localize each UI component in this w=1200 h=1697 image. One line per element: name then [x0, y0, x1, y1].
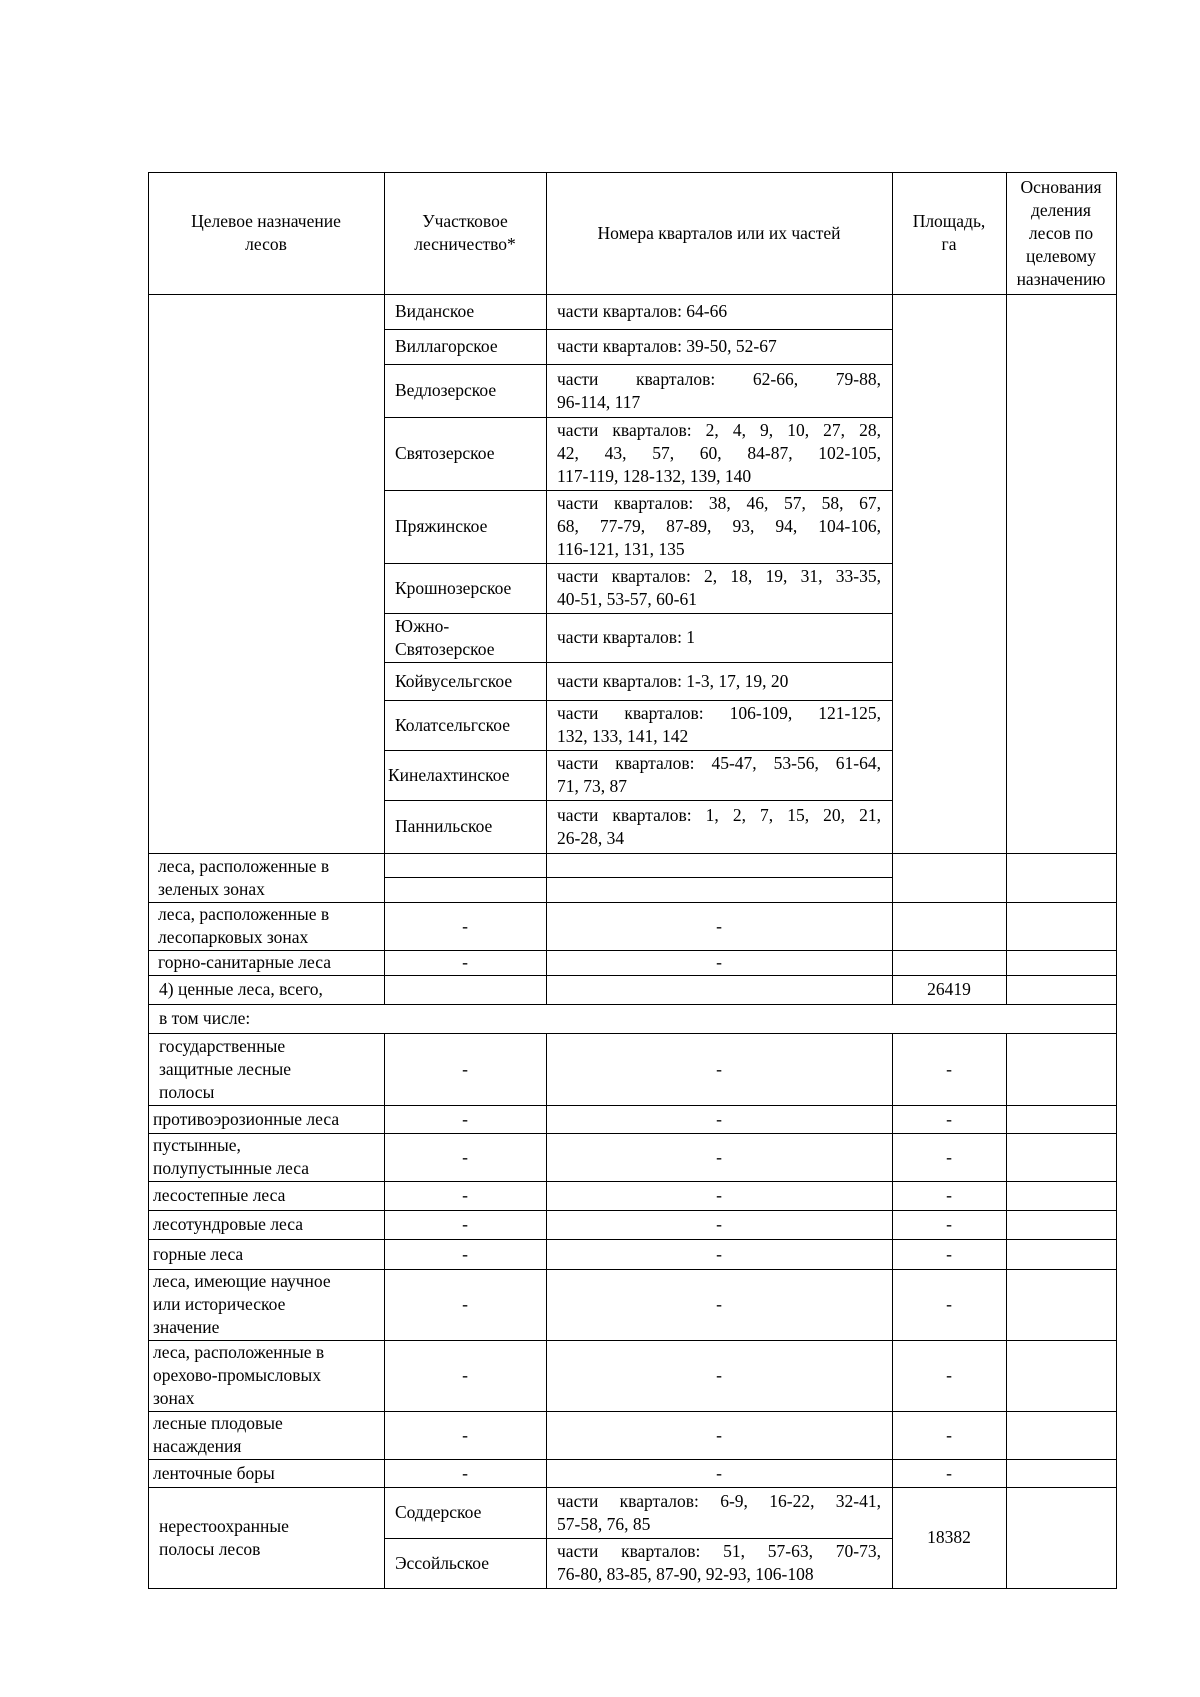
row-quarters-line: - [716, 1365, 722, 1385]
district-name [395, 515, 535, 538]
quarters-list-line: части кварталов: 2, 18, 19, 31, 33-35, [557, 566, 881, 586]
header-target-purpose [158, 210, 374, 256]
gorno-district [394, 951, 536, 974]
row-quarters-line: - [716, 1214, 722, 1234]
gorno-label [158, 951, 374, 974]
row-label-line: или историческое [153, 1294, 286, 1314]
row-label-line: горные леса [153, 1243, 244, 1264]
header-basis [1008, 176, 1114, 291]
quarters-list [557, 368, 881, 414]
row-label-line: орехово-промысловых [153, 1365, 321, 1385]
quarters-list [557, 752, 881, 798]
header-quarters [556, 222, 882, 245]
lesopark-district [394, 915, 536, 938]
header-basis-line: Основания [1020, 176, 1102, 197]
row-district [394, 1364, 536, 1387]
header-district-line: лесничество* [414, 234, 516, 254]
quarters-list-line: 76-80, 83-85, 87-90, 92-93, 106-108 [557, 1564, 814, 1584]
quarters-list-line: части кварталов: 106-109, 121-125, [557, 703, 881, 723]
quarters-list-line: части кварталов: 1 [557, 627, 696, 647]
row-district [394, 1462, 536, 1485]
row-quarters [556, 1364, 882, 1387]
row-area-line: - [946, 1146, 952, 1167]
lesopark-label [158, 903, 374, 949]
row-label-line: противоэрозионные леса [153, 1108, 340, 1129]
district-name-line: Южно- [395, 615, 450, 636]
header-basis-line: целевому [1025, 245, 1097, 266]
header-basis-line: назначению [1016, 268, 1106, 289]
spawning-area [902, 1526, 996, 1549]
including-label-line: в том числе: [159, 1008, 251, 1028]
quarters-list [557, 335, 881, 358]
header-area-line: га [941, 234, 957, 254]
row-area-line: - [946, 1058, 952, 1079]
green-zones-label-line: зеленых зонах [158, 878, 265, 899]
row-area [902, 1058, 996, 1081]
row-label [153, 1243, 379, 1266]
row-label-line: значение [153, 1317, 220, 1337]
row-label [153, 1462, 379, 1485]
header-basis-line: лесов по [1028, 222, 1094, 243]
quarters-list-line: 96-114, 117 [557, 391, 641, 412]
header-target-purpose-line: лесов [245, 234, 287, 254]
forest-purpose-table [148, 172, 1116, 1588]
row-label-line: ленточные боры [153, 1462, 275, 1483]
lesopark-quarters [556, 915, 882, 938]
row-district-line: - [462, 1058, 468, 1079]
row-quarters [556, 1293, 882, 1316]
district-name [388, 764, 542, 787]
row-label [153, 1134, 379, 1180]
quarters-list [557, 626, 881, 649]
district-name-line: Пряжинское [395, 516, 488, 536]
row-area [902, 1108, 996, 1131]
district-name-line: Паннильское [395, 816, 493, 836]
row-district [394, 1293, 536, 1316]
lesopark-quarters-line: - [716, 915, 722, 936]
lesopark-label-line: леса, расположенные в [158, 904, 330, 924]
row-quarters-line: - [716, 1294, 722, 1314]
quarters-list [557, 419, 881, 488]
district-name [395, 442, 535, 465]
row-quarters [556, 1213, 882, 1236]
header-area-line: Площадь, [912, 211, 986, 231]
district-name-line: Виллагорское [395, 336, 498, 356]
quarters-list [557, 702, 881, 748]
district-name [395, 335, 535, 358]
row-area [902, 1243, 996, 1266]
row-label-line: лесотундровые леса [153, 1214, 304, 1234]
row-area-line: - [946, 1365, 952, 1385]
gorno-district-line: - [462, 952, 468, 972]
district-name [395, 1501, 535, 1524]
district-name-line: Святозерское [395, 443, 495, 463]
quarters-list-line: части кварталов: 1, 2, 7, 15, 20, 21, [557, 804, 881, 825]
row-district-line: - [462, 1294, 468, 1314]
row-district [394, 1243, 536, 1266]
row-district-line: - [462, 1146, 468, 1167]
row-label-line: пустынные, [153, 1135, 241, 1155]
row-area-line: - [946, 1108, 952, 1129]
row-district [394, 1184, 536, 1207]
gorno-quarters [556, 951, 882, 974]
row-quarters [556, 1184, 882, 1207]
quarters-list-line: части кварталов: 2, 4, 9, 10, 27, 28, [557, 420, 881, 440]
quarters-list-line: 116-121, 131, 135 [557, 539, 685, 559]
district-name-line: Колатсельгское [395, 714, 510, 735]
green-zones-label-line: леса, расположенные в [158, 855, 330, 876]
row-label-line: лесные плодовые [153, 1413, 283, 1433]
district-name [395, 714, 535, 737]
quarters-list-line: 117-119, 128-132, 139, 140 [557, 466, 752, 486]
row-district-line: - [462, 1108, 468, 1129]
row-label [153, 1412, 379, 1458]
row-quarters-line: - [716, 1243, 722, 1264]
quarters-list-line: части кварталов: 51, 57-63, 70-73, [557, 1541, 881, 1561]
district-name-line: Крошнозерское [395, 577, 512, 598]
lesopark-label-line: лесопарковых зонах [158, 927, 309, 947]
row-area [902, 1213, 996, 1236]
row-quarters [556, 1243, 882, 1266]
quarters-list-line: части кварталов: 45-47, 53-56, 61-64, [557, 753, 881, 773]
valuable-label [159, 978, 373, 1001]
district-name-line: Святозерское [395, 638, 495, 659]
quarters-list-line: 57-58, 76, 85 [557, 1513, 651, 1534]
row-label [153, 1213, 379, 1236]
header-area [902, 210, 996, 256]
valuable-area [902, 978, 996, 1001]
row-quarters [556, 1424, 882, 1447]
district-name [395, 577, 535, 600]
green-zones-label [158, 855, 374, 901]
row-area-line: - [946, 1462, 952, 1483]
row-quarters-line: - [716, 1462, 722, 1483]
row-area [902, 1462, 996, 1485]
row-district-line: - [462, 1365, 468, 1385]
district-name [395, 815, 535, 838]
quarters-list-line: 40-51, 53-57, 60-61 [557, 589, 697, 609]
quarters-list [557, 804, 881, 850]
row-district-line: - [462, 1243, 468, 1264]
row-district [394, 1108, 536, 1131]
gorno-quarters-line: - [716, 952, 722, 972]
row-label-line: леса, расположенные в [153, 1342, 325, 1362]
row-district-line: - [462, 1462, 468, 1483]
row-district-line: - [462, 1185, 468, 1205]
row-area [902, 1293, 996, 1316]
quarters-list-line: 26-28, 34 [557, 827, 625, 848]
row-label [153, 1108, 379, 1131]
lesopark-district-line: - [462, 915, 468, 936]
quarters-list-line: части кварталов: 38, 46, 57, 58, 67, [557, 493, 881, 513]
row-quarters-line: - [716, 1146, 722, 1167]
row-area [902, 1146, 996, 1169]
spawning-label [159, 1515, 373, 1561]
row-label-line: полупустынные леса [153, 1158, 309, 1178]
quarters-list-line: 42, 43, 57, 60, 84-87, 102-105, [557, 443, 881, 463]
row-district-line: - [462, 1214, 468, 1234]
district-name [395, 379, 535, 402]
row-label [153, 1341, 379, 1410]
quarters-list [557, 1490, 881, 1536]
quarters-list-line: 132, 133, 141, 142 [557, 726, 689, 746]
row-label [153, 1184, 379, 1207]
district-name-line: Виданское [395, 301, 475, 321]
header-target-purpose-line: Целевое назначение [191, 211, 341, 231]
spawning-label-line: нерестоохранные [159, 1515, 289, 1536]
row-area [902, 1364, 996, 1387]
valuable-area-line: 26419 [927, 979, 971, 999]
row-district-line: - [462, 1424, 468, 1445]
valuable-label-line: 4) ценные леса, всего, [159, 979, 323, 999]
row-area [902, 1184, 996, 1207]
row-quarters-line: - [716, 1108, 722, 1129]
quarters-list-line: 68, 77-79, 87-89, 93, 94, 104-106, [557, 516, 881, 536]
row-area-line: - [946, 1294, 952, 1314]
row-area-line: - [946, 1243, 952, 1264]
quarters-list-line: 71, 73, 87 [557, 776, 627, 796]
row-label-line: защитные лесные [159, 1058, 292, 1079]
header-quarters-line: Номера кварталов или их частей [597, 222, 841, 243]
quarters-list-line: части кварталов: 1-3, 17, 19, 20 [557, 670, 789, 691]
row-quarters-line: - [716, 1185, 722, 1205]
district-name-line: Ведлозерское [395, 380, 497, 400]
row-label-line: полосы [159, 1081, 215, 1102]
district-name-line: Соддерское [395, 1502, 482, 1522]
gorno-label-line: горно-санитарные леса [158, 952, 331, 972]
row-quarters [556, 1462, 882, 1485]
quarters-list-line: части кварталов: 62-66, 79-88, [557, 368, 881, 389]
row-label-line: зонах [153, 1388, 195, 1408]
quarters-list-line: части кварталов: 39-50, 52-67 [557, 336, 777, 356]
district-name [395, 300, 535, 323]
row-area-line: - [946, 1214, 952, 1234]
district-name-line: Эссойльское [395, 1552, 490, 1573]
row-label [153, 1270, 379, 1339]
row-area-line: - [946, 1424, 952, 1445]
including-label [159, 1007, 1105, 1030]
row-district [394, 1213, 536, 1236]
district-name [395, 670, 535, 693]
district-name [395, 1552, 535, 1575]
district-name-line: Кинелахтинское [388, 764, 510, 785]
row-district [394, 1424, 536, 1447]
row-label-line: леса, имеющие научное [153, 1271, 331, 1291]
spawning-area-line: 18382 [927, 1527, 971, 1547]
district-name [395, 615, 535, 661]
header-district-line: Участковое [422, 211, 508, 231]
row-quarters-line: - [716, 1424, 722, 1445]
row-label-line: государственные [159, 1035, 286, 1056]
row-area-line: - [946, 1185, 952, 1205]
district-name-line: Койвусельгское [395, 670, 513, 691]
quarters-list [557, 300, 881, 323]
quarters-list [557, 492, 881, 561]
spawning-label-line: полосы лесов [159, 1538, 261, 1559]
row-label-line: лесостепные леса [153, 1185, 286, 1205]
row-area [902, 1424, 996, 1447]
header-district [394, 210, 536, 256]
quarters-list-line: части кварталов: 64-66 [557, 301, 728, 321]
row-district [394, 1146, 536, 1169]
row-quarters-line: - [716, 1058, 722, 1079]
row-label-line: насаждения [153, 1436, 242, 1456]
row-district [394, 1058, 536, 1081]
row-quarters [556, 1058, 882, 1081]
row-quarters [556, 1108, 882, 1131]
header-basis-line: деления [1031, 199, 1091, 220]
quarters-list [557, 670, 881, 693]
quarters-list [557, 565, 881, 611]
quarters-list-line: части кварталов: 6-9, 16-22, 32-41, [557, 1490, 881, 1511]
row-quarters [556, 1146, 882, 1169]
quarters-list [557, 1540, 881, 1586]
row-label [159, 1035, 373, 1104]
